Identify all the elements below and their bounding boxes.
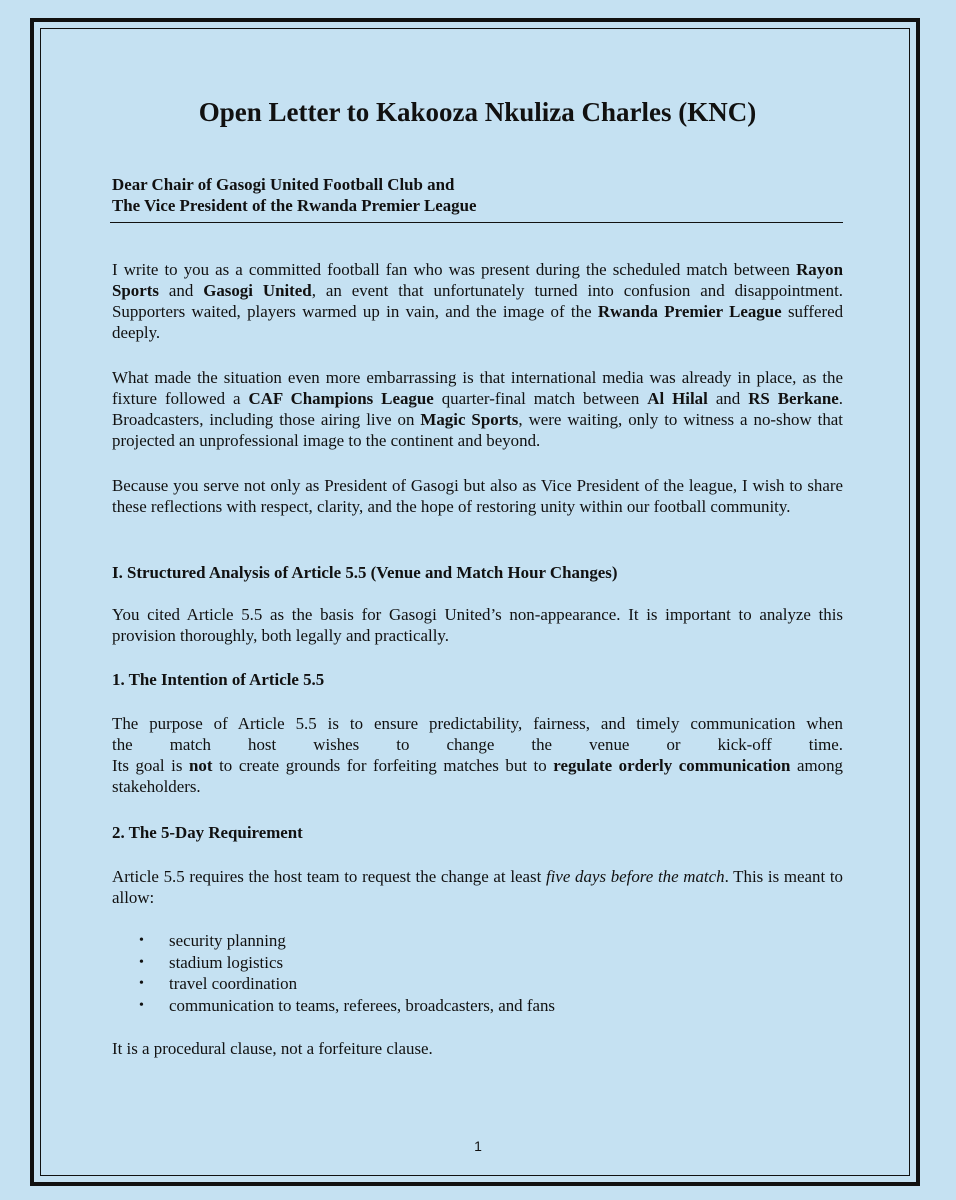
bullet-list [112,930,843,1016]
divider-rule [110,222,843,223]
salutation-line-2: The Vice President of the Rwanda Premier League [112,196,477,215]
text: Article 5.5 requires the host team to request the change at least [112,867,546,886]
text: , an event that unfortunately turned into confusion and disappointment. Supporters waited, players warmed up in vain, and the image of the [112,281,843,321]
letter-title: Open Letter to Kakooza Nkuliza Charles (KNC) [198,97,757,127]
bold-text: Al Hilal [647,389,708,408]
list-item: • communication to teams, referees, broadcasters, and fans [112,995,843,1017]
text: . This is meant to allow: [112,867,843,907]
bold-text: not [189,756,213,775]
page-number: 1 [474,1138,482,1154]
bold-text: regulate orderly communication [553,756,791,775]
paragraph-4: You cited Article 5.5 as the basis for Gasogi United’s non-appearance. It is important to analyze this provision thoroughly, both legally and practically. [112,605,843,645]
bold-text: CAF Champions League [248,389,434,408]
text: to create grounds for forfeiting matches but to [212,756,554,775]
salutation-line-1: Dear Chair of Gasogi United Football Club and [112,175,455,194]
subheading-2: 2. The 5-Day Requirement [112,823,303,842]
paragraph-6 [112,866,843,908]
list-item: • security planning [112,930,843,952]
salutation [112,174,843,216]
text: , were waiting, only to witness a no-show that projected an unprofessional image to the continent and beyond. [112,410,843,450]
text: . Broadcasters, including those airing live on [112,389,843,429]
paragraph-5 [112,713,843,797]
paragraph-1 [112,259,843,343]
italic-text: five days before the match [545,867,725,886]
para5-line-1: The purpose of Article 5.5 is to ensure predictability, fairness, and timely communication when [112,714,843,733]
bold-text: Gasogi United [203,281,312,300]
list-item: • stadium logistics [112,952,843,974]
text: suffered deeply. [112,302,844,342]
para5-rest [112,755,843,797]
paragraph-3: Because you serve not only as President of Gasogi but also as Vice President of the league, I wish to share these reflections with respect, clarity, and the hope of restoring unity within our football community. [112,476,843,516]
paragraph-2 [112,367,843,451]
bold-text: RS Berkane [748,389,839,408]
text: I write to you as a committed football fan who was present during the scheduled match between [112,260,797,279]
list-item: • travel coordination [112,973,843,995]
text: quarter-final match between [433,389,648,408]
subheading-1: 1. The Intention of Article 5.5 [112,670,325,689]
text: and [158,281,204,300]
bold-text: Magic Sports [420,410,519,429]
section-heading-1: I. Structured Analysis of Article 5.5 (Venue and Match Hour Changes) [112,563,618,582]
bold-text: Rwanda Premier League [597,302,782,321]
text: Its goal is [112,756,190,775]
para5-line-2: the match host wishes to change the venue or kick-off time. [112,735,843,754]
text: among stakeholders. [112,756,843,796]
paragraph-7: It is a procedural clause, not a forfeiture clause. [112,1039,433,1058]
text: and [707,389,749,408]
text: What made the situation even more embarrassing is that international media was already in place, as the fixture followed a [112,368,843,408]
bold-text: Rayon Sports [112,260,843,300]
